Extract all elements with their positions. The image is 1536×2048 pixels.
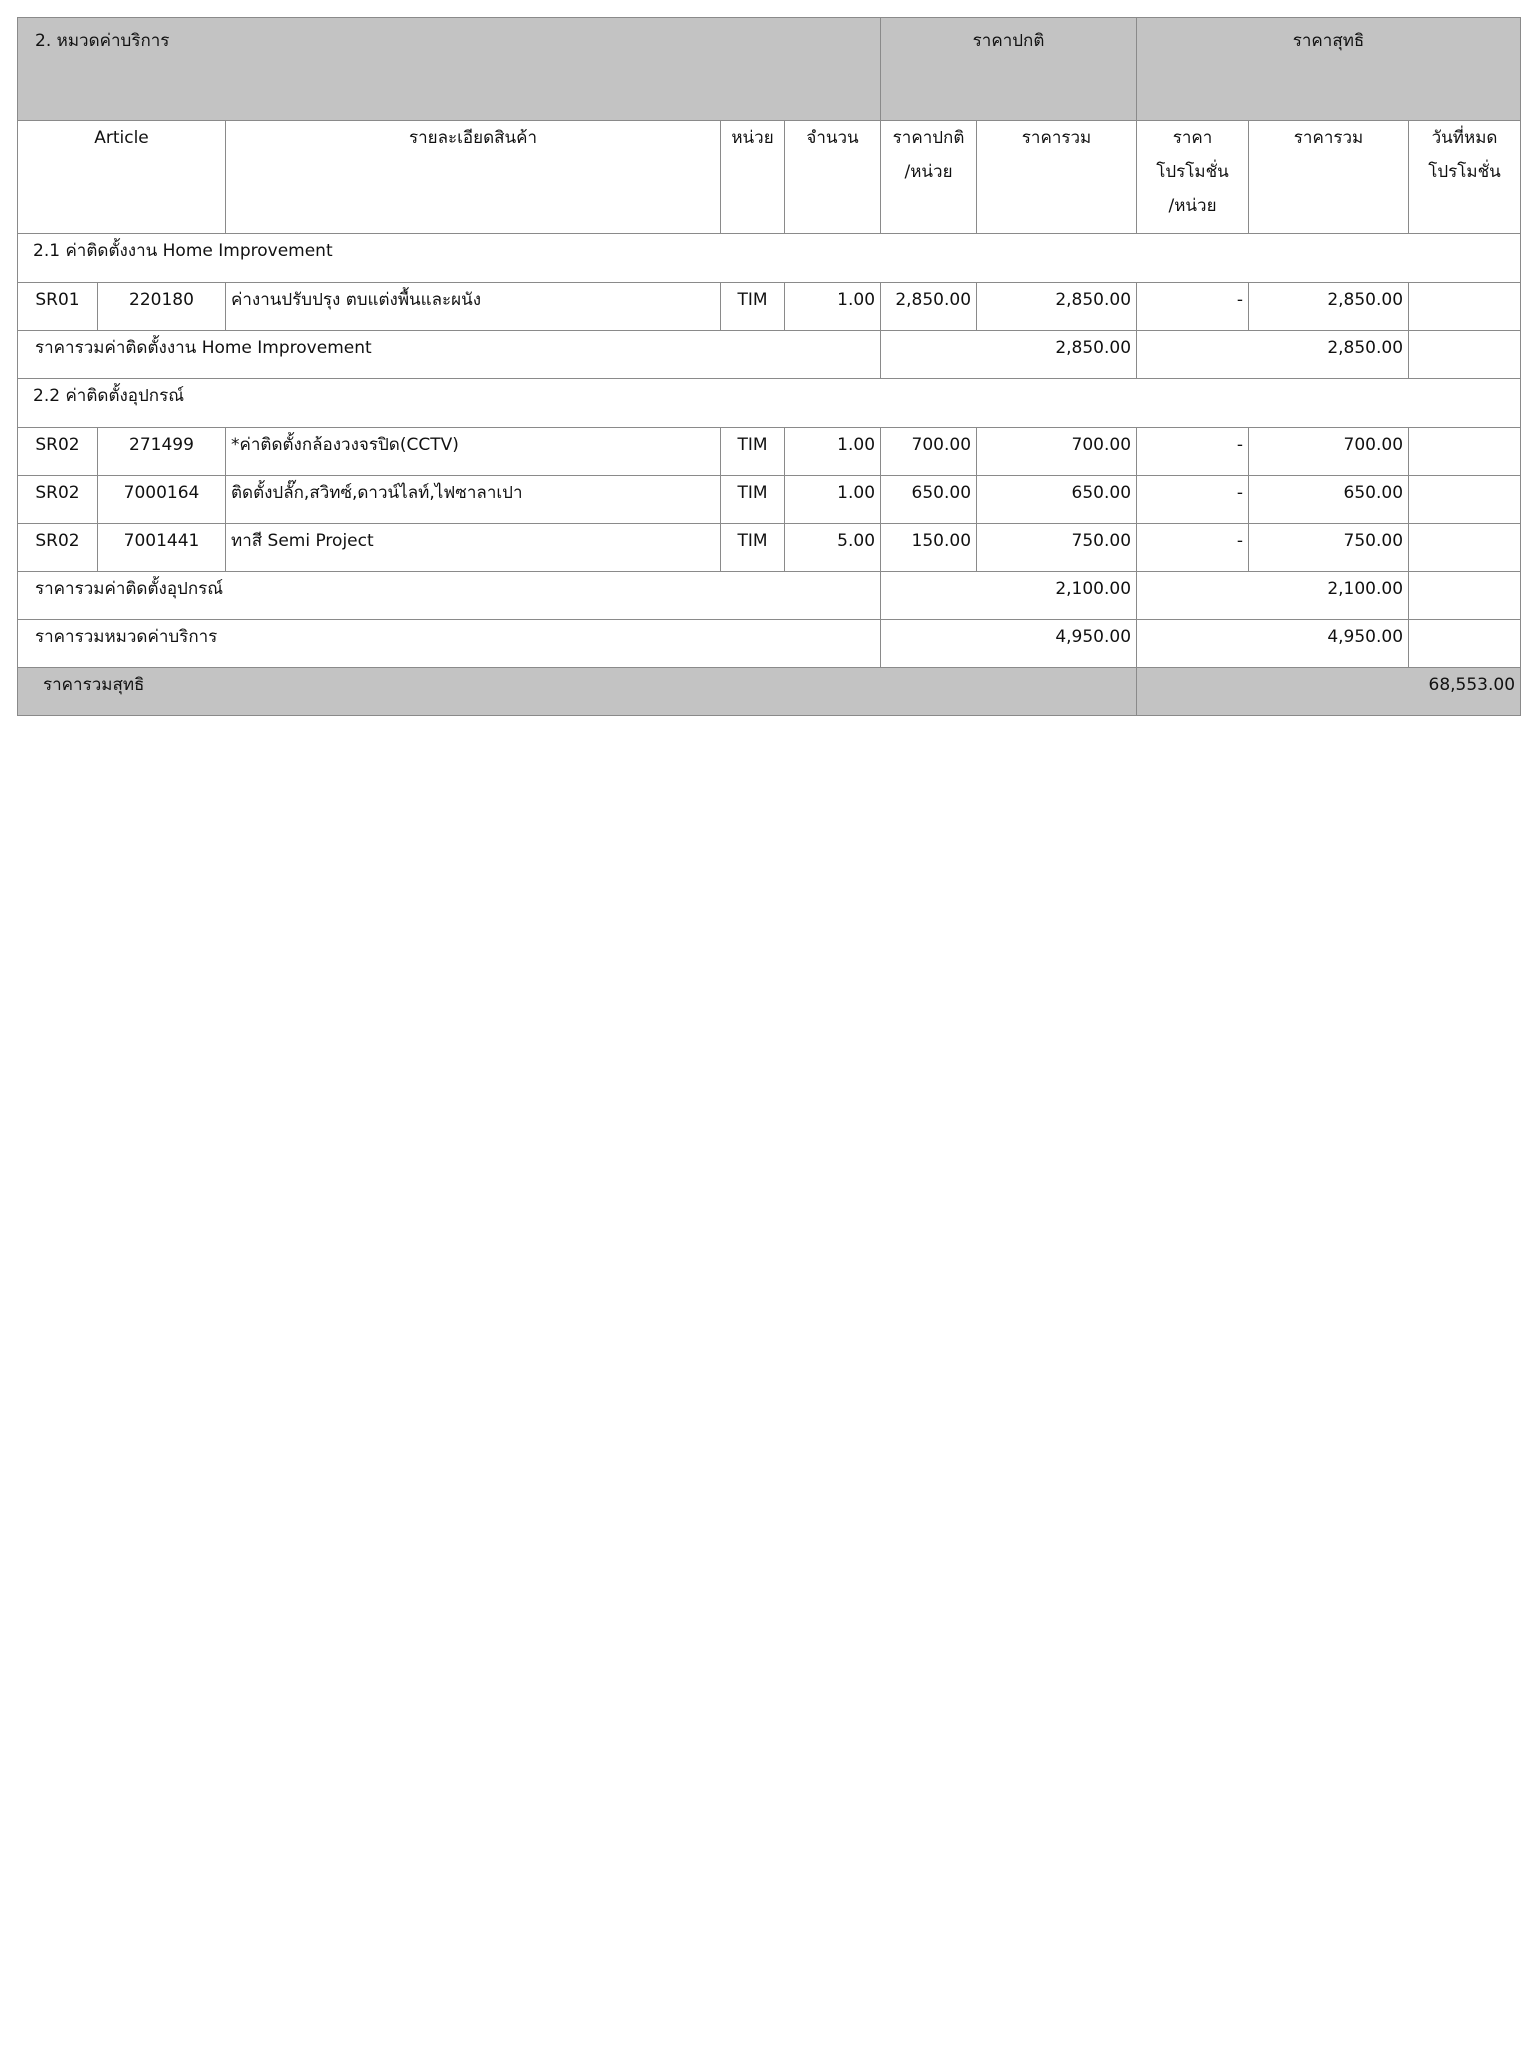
- item-article: 220180: [98, 283, 226, 331]
- column-header-description: รายละเอียดสินค้า: [226, 121, 721, 234]
- column-header-regular-unit-price: [881, 121, 977, 234]
- regular-price-group-header: ราคาปกติ: [881, 18, 1137, 121]
- section-title-2-2: 2.2 ค่าติดตั้งอุปกรณ์: [18, 379, 1521, 428]
- section-row-2-2: [18, 379, 1521, 428]
- subtotal-regular: 2,850.00: [881, 331, 1137, 379]
- subtotal-empty-cell: [1409, 572, 1521, 620]
- category-total-row: [18, 620, 1521, 668]
- item-total: 700.00: [977, 428, 1137, 476]
- subtotal-net: 2,850.00: [1137, 331, 1409, 379]
- item-unit: TIM: [721, 428, 785, 476]
- item-unit-price: 650.00: [881, 476, 977, 524]
- item-unit-price: 2,850.00: [881, 283, 977, 331]
- item-promo-end: [1409, 524, 1521, 572]
- item-promo-price: -: [1137, 476, 1249, 524]
- column-header-promo-end-date: [1409, 121, 1521, 234]
- category-total-regular: 4,950.00: [881, 620, 1137, 668]
- column-header-net-total: ราคารวม: [1249, 121, 1409, 234]
- item-unit: TIM: [721, 283, 785, 331]
- item-quantity: 1.00: [785, 476, 881, 524]
- subtotal-empty-cell: [1409, 331, 1521, 379]
- subtotal-net: 2,100.00: [1137, 572, 1409, 620]
- item-article: 7000164: [98, 476, 226, 524]
- item-promo-end: [1409, 283, 1521, 331]
- item-total: 750.00: [977, 524, 1137, 572]
- item-total: 2,850.00: [977, 283, 1137, 331]
- category-total-label: ราคารวมหมวดค่าบริการ: [18, 620, 881, 668]
- section-title-2-1: 2.1 ค่าติดตั้งงาน Home Improvement: [18, 234, 1521, 283]
- grand-total-value: 68,553.00: [1137, 668, 1521, 716]
- item-unit-price: 700.00: [881, 428, 977, 476]
- subtotal-regular: 2,100.00: [881, 572, 1137, 620]
- item-net-total: 700.00: [1249, 428, 1409, 476]
- subtotal-label: ราคารวมค่าติดตั้งงาน Home Improvement: [18, 331, 881, 379]
- item-code: SR02: [18, 476, 98, 524]
- table-row: [18, 476, 1521, 524]
- table-title-row: [18, 18, 1521, 121]
- item-promo-price: -: [1137, 428, 1249, 476]
- section-title: 2. หมวดค่าบริการ: [18, 18, 881, 121]
- table-row: [18, 428, 1521, 476]
- category-total-empty-cell: [1409, 620, 1521, 668]
- category-total-net: 4,950.00: [1137, 620, 1409, 668]
- item-quantity: 5.00: [785, 524, 881, 572]
- item-net-total: 650.00: [1249, 476, 1409, 524]
- item-code: SR02: [18, 428, 98, 476]
- item-article: 271499: [98, 428, 226, 476]
- column-header-article: Article: [18, 121, 226, 234]
- regular-price-label-line2: /หน่วย: [904, 162, 953, 182]
- service-price-table: [17, 17, 1521, 716]
- column-header-regular-total: ราคารวม: [977, 121, 1137, 234]
- item-description: ทาสี Semi Project: [226, 524, 721, 572]
- column-header-quantity: จำนวน: [785, 121, 881, 234]
- table-row: [18, 283, 1521, 331]
- item-total: 650.00: [977, 476, 1137, 524]
- quotation-page: [17, 17, 1520, 716]
- grand-total-row: [18, 668, 1521, 716]
- net-price-group-header: ราคาสุทธิ: [1137, 18, 1521, 121]
- promo-end-label-line1: วันที่หมด: [1431, 128, 1498, 148]
- item-promo-end: [1409, 428, 1521, 476]
- promo-price-label-line1: ราคา: [1172, 128, 1213, 148]
- column-header-row: [18, 121, 1521, 234]
- item-unit: TIM: [721, 476, 785, 524]
- promo-price-label-line2: โปรโมชั่น: [1156, 162, 1229, 182]
- column-header-unit: หน่วย: [721, 121, 785, 234]
- item-unit-price: 150.00: [881, 524, 977, 572]
- item-article: 7001441: [98, 524, 226, 572]
- table-row: [18, 524, 1521, 572]
- column-header-promo-unit-price: [1137, 121, 1249, 234]
- item-description: ติดตั้งปลั๊ก,สวิทซ์,ดาวน์ไลท์,ไฟซาลาเปา: [226, 476, 721, 524]
- item-description: ค่างานปรับปรุง ตบแต่งพื้นและผนัง: [226, 283, 721, 331]
- grand-total-label: ราคารวมสุทธิ: [18, 668, 1137, 716]
- promo-end-label-line2: โปรโมชั่น: [1428, 162, 1501, 182]
- item-net-total: 2,850.00: [1249, 283, 1409, 331]
- item-promo-price: -: [1137, 524, 1249, 572]
- item-promo-end: [1409, 476, 1521, 524]
- item-quantity: 1.00: [785, 428, 881, 476]
- regular-price-label-line1: ราคาปกติ: [892, 128, 965, 148]
- item-code: SR02: [18, 524, 98, 572]
- item-description: *ค่าติดตั้งกล้องวงจรปิด(CCTV): [226, 428, 721, 476]
- item-code: SR01: [18, 283, 98, 331]
- section-row-2-1: [18, 234, 1521, 283]
- subtotal-row-2-1: [18, 331, 1521, 379]
- item-unit: TIM: [721, 524, 785, 572]
- item-quantity: 1.00: [785, 283, 881, 331]
- item-promo-price: -: [1137, 283, 1249, 331]
- item-net-total: 750.00: [1249, 524, 1409, 572]
- subtotal-label: ราคารวมค่าติดตั้งอุปกรณ์: [18, 572, 881, 620]
- subtotal-row-2-2: [18, 572, 1521, 620]
- promo-price-label-line3: /หน่วย: [1168, 196, 1217, 216]
